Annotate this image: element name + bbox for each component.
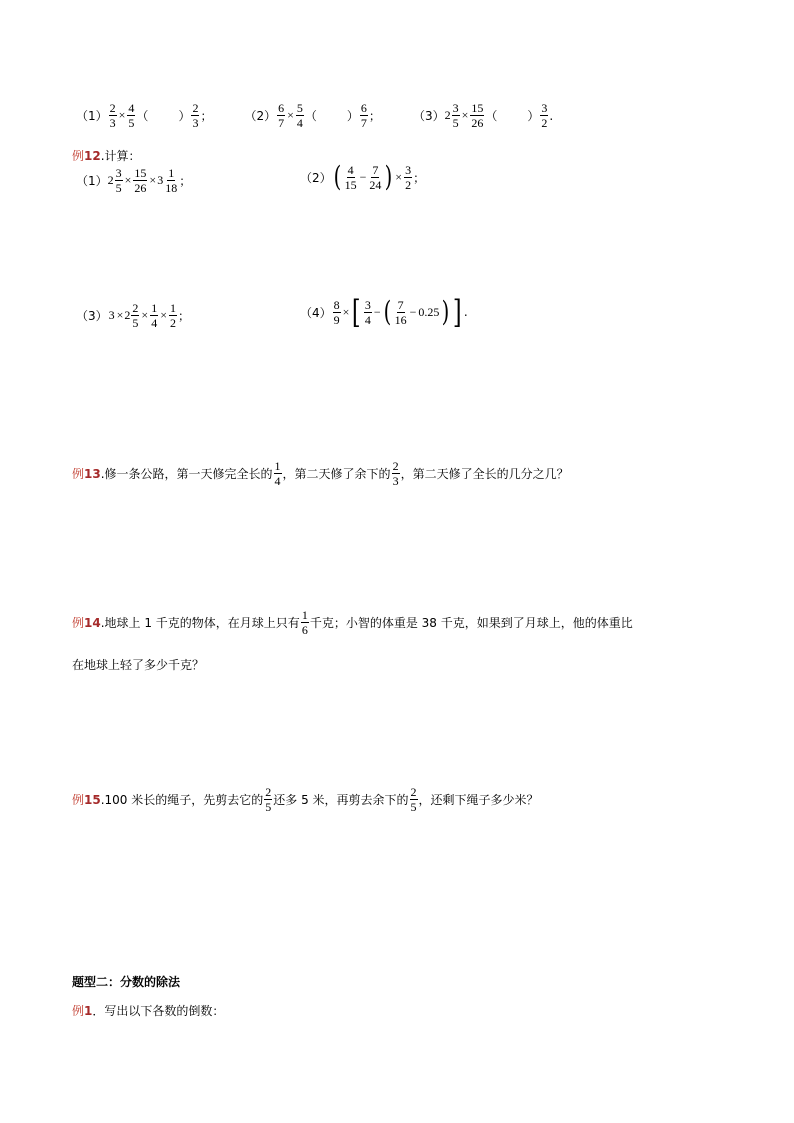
q11-p1 bbox=[76, 102, 212, 129]
left-paren: ( bbox=[383, 295, 391, 328]
example-prefix: 例 bbox=[72, 616, 85, 630]
question-text: ．写出以下各数的倒数： bbox=[92, 1004, 225, 1018]
blank-open: （ bbox=[136, 109, 149, 123]
question-text: .100 米长的绳子，先剪去它的 bbox=[100, 793, 264, 807]
label: （2） bbox=[300, 170, 332, 185]
operator: × bbox=[116, 308, 124, 322]
operator: × bbox=[160, 308, 167, 322]
blank-open: （ bbox=[304, 109, 317, 123]
blank-open: （ bbox=[485, 109, 498, 123]
ex12-p2 bbox=[300, 160, 426, 193]
fraction: $\frac{1}{2}$ bbox=[169, 301, 176, 330]
right-bracket: ] bbox=[453, 293, 462, 331]
fraction: $\frac{4}{5}$ bbox=[128, 101, 135, 130]
fraction: $\frac{2}{5}$ bbox=[265, 785, 272, 814]
fraction: $\frac{2}{5}$ bbox=[410, 785, 417, 814]
example-prefix: 例 bbox=[72, 149, 85, 163]
fraction: $\frac{1}{6}$ bbox=[301, 608, 308, 637]
q11-row bbox=[76, 102, 553, 129]
example-prefix: 例 bbox=[72, 793, 85, 807]
example-number: 12 bbox=[84, 149, 101, 163]
ex12-p4 bbox=[300, 293, 468, 331]
fraction: $\frac{3}{4}$ bbox=[364, 297, 371, 327]
operator: − bbox=[409, 304, 417, 319]
label: （1） bbox=[76, 109, 108, 123]
fraction: $\frac{7}{24}$ bbox=[369, 162, 382, 192]
label: （4） bbox=[300, 305, 332, 320]
operator: × bbox=[287, 108, 294, 122]
mixed-number: 2 $\frac{3}{5}$ bbox=[107, 166, 122, 195]
example-15 bbox=[72, 786, 539, 813]
question-text: ，还剩下绳子多少米？ bbox=[418, 793, 539, 807]
fraction: $\frac{6}{7}$ bbox=[360, 101, 367, 130]
punctuation: ； bbox=[177, 309, 190, 323]
operator: × bbox=[141, 308, 149, 322]
question-text: 还多 5 米，再剪去余下的 bbox=[273, 793, 409, 807]
number: 0.25 bbox=[418, 304, 440, 319]
question-text: ，第二天修了余下的 bbox=[282, 467, 391, 481]
operator: − bbox=[373, 304, 381, 319]
blank-close: ） bbox=[346, 109, 359, 123]
question-text: 千克；小智的体重是 38 千克，如果到了月球上，他的体重比 bbox=[309, 616, 633, 630]
right-paren: ) bbox=[442, 295, 450, 328]
operator: × bbox=[149, 173, 157, 187]
number: 3 bbox=[108, 308, 115, 322]
example-14 bbox=[72, 609, 633, 636]
left-paren: ( bbox=[333, 160, 341, 193]
example-12-heading bbox=[72, 147, 141, 164]
fraction: $\frac{4}{15}$ bbox=[344, 162, 357, 192]
example-number: 1 bbox=[84, 1004, 93, 1018]
mixed-number: 3 $\frac{1}{18}$ bbox=[157, 166, 178, 195]
punctuation: ； bbox=[413, 170, 426, 185]
punctuation: ； bbox=[179, 174, 192, 188]
section-title: 题型二：分数的除法 bbox=[72, 975, 181, 989]
ex12-p3 bbox=[76, 302, 190, 329]
mixed-number: 2 $\frac{2}{5}$ bbox=[124, 301, 139, 330]
example-number: 14 bbox=[84, 615, 101, 630]
punctuation: . bbox=[463, 305, 468, 319]
operator: × bbox=[461, 108, 469, 122]
fraction: $\frac{6}{7}$ bbox=[278, 101, 285, 130]
ex12-p1 bbox=[76, 167, 191, 194]
example-title: .计算： bbox=[100, 149, 141, 163]
q11-p3 bbox=[413, 102, 553, 129]
fraction: $\frac{2}{3}$ bbox=[392, 459, 399, 488]
fraction: $\frac{15}{26}$ bbox=[134, 166, 147, 195]
fraction: $\frac{2}{3}$ bbox=[192, 101, 199, 130]
fraction: $\frac{5}{4}$ bbox=[296, 101, 303, 130]
question-text: .地球上 1 千克的物体，在月球上只有 bbox=[100, 616, 300, 630]
left-bracket: [ bbox=[352, 293, 362, 331]
fraction: $\frac{3}{2}$ bbox=[541, 101, 548, 130]
operator: × bbox=[124, 173, 132, 187]
label: （3） bbox=[76, 309, 108, 323]
question-text: 在地球上轻了多少千克？ bbox=[72, 658, 205, 672]
example-14-line2 bbox=[72, 656, 204, 673]
mixed-number: 2 $\frac{3}{5}$ bbox=[444, 101, 459, 130]
label: （3） bbox=[412, 109, 445, 123]
fraction: $\frac{1}{4}$ bbox=[151, 301, 158, 330]
fraction: $\frac{2}{3}$ bbox=[109, 101, 116, 130]
fraction: $\frac{15}{26}$ bbox=[471, 101, 484, 130]
right-paren: ) bbox=[385, 160, 393, 193]
fraction: $\frac{7}{16}$ bbox=[394, 297, 407, 327]
operator: − bbox=[359, 169, 367, 184]
example-prefix: 例 bbox=[72, 467, 85, 481]
example-1 bbox=[72, 1002, 224, 1019]
example-number: 13 bbox=[84, 466, 101, 481]
punctuation: ； bbox=[200, 109, 213, 123]
punctuation: ； bbox=[368, 109, 381, 123]
fraction: $\frac{8}{9}$ bbox=[333, 297, 340, 327]
blank-close: ） bbox=[178, 109, 191, 123]
example-number: 15 bbox=[84, 792, 101, 807]
label: （1） bbox=[76, 174, 108, 188]
question-text: .修一条公路，第一天修完全长的 bbox=[100, 467, 273, 481]
fraction: $\frac{3}{2}$ bbox=[405, 162, 412, 192]
blank-close: ） bbox=[527, 109, 540, 123]
example-prefix: 例 bbox=[72, 1004, 85, 1018]
punctuation: . bbox=[549, 108, 554, 123]
label: （2） bbox=[244, 109, 277, 123]
example-13 bbox=[72, 460, 569, 487]
fraction: $\frac{1}{4}$ bbox=[274, 459, 281, 488]
operator: × bbox=[118, 108, 126, 122]
operator: × bbox=[395, 169, 403, 184]
question-text: ，第二天修了全长的几分之几？ bbox=[400, 467, 569, 481]
q11-p2 bbox=[244, 102, 380, 129]
operator: × bbox=[342, 304, 350, 319]
